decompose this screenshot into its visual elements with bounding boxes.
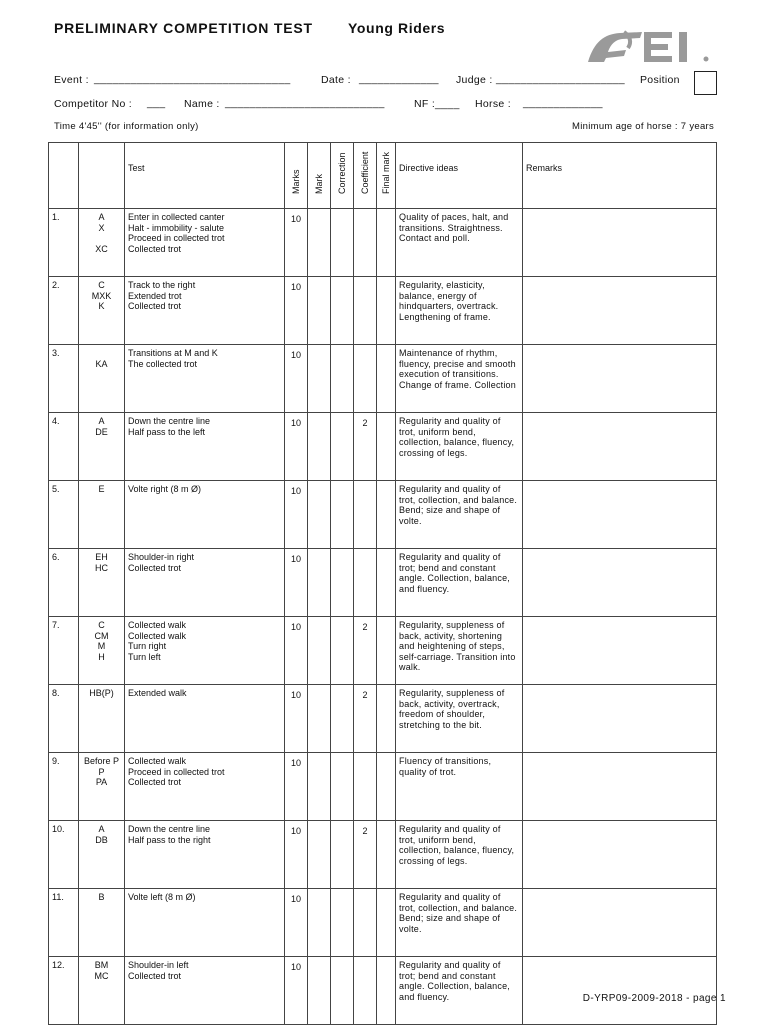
row-letters: A DE	[79, 413, 125, 481]
row-remarks-field[interactable]	[523, 821, 717, 889]
row-remarks-field[interactable]	[523, 617, 717, 685]
row-final-mark-field[interactable]	[377, 209, 396, 277]
table-row	[49, 345, 717, 413]
row-max-marks: 10	[285, 413, 308, 481]
row-mark-field[interactable]	[308, 481, 331, 549]
table-row	[49, 209, 717, 277]
row-remarks-field[interactable]	[523, 413, 717, 481]
row-letters: KA	[79, 345, 125, 413]
page-title: PRELIMINARY COMPETITION TEST	[54, 20, 313, 36]
row-movements: Volte left (8 m Ø)	[125, 889, 285, 957]
row-directive: Regularity and quality of trot, collection, and balance. Bend; size and shape of volte.	[396, 889, 523, 957]
row-directive: Regularity and quality of trot, uniform bend, collection, balance, fluency, crossing of legs.	[396, 821, 523, 889]
row-letters: B	[79, 889, 125, 957]
event-field[interactable]: ________________________________	[94, 73, 291, 85]
row-mark-field[interactable]	[308, 209, 331, 277]
judge-field[interactable]: _____________________	[496, 73, 625, 85]
nf-field[interactable]: NF :____	[414, 98, 460, 110]
row-movements: Collected walk Proceed in collected trot Collected trot	[125, 753, 285, 821]
judge-label: Judge :	[456, 74, 493, 86]
row-coefficient	[354, 345, 377, 413]
final-mark-header: Final mark	[381, 152, 391, 195]
row-coefficient	[354, 209, 377, 277]
row-correction-field[interactable]	[331, 957, 354, 1025]
table-header-row	[49, 143, 717, 209]
row-letters: A X XC	[79, 209, 125, 277]
row-number: 2.	[49, 277, 79, 345]
row-final-mark-field[interactable]	[377, 889, 396, 957]
row-correction-field[interactable]	[331, 481, 354, 549]
row-mark-field[interactable]	[308, 549, 331, 617]
row-number: 7.	[49, 617, 79, 685]
table-row	[49, 957, 717, 1025]
row-mark-field[interactable]	[308, 277, 331, 345]
row-directive: Regularity, suppleness of back, activity, shortening and heightening of steps, self-carriage. Transition into walk.	[396, 617, 523, 685]
row-coefficient	[354, 889, 377, 957]
row-movements: Extended walk	[125, 685, 285, 753]
row-correction-field[interactable]	[331, 821, 354, 889]
row-max-marks: 10	[285, 209, 308, 277]
row-correction-field[interactable]	[331, 277, 354, 345]
competitor-field[interactable]: ___	[147, 97, 166, 109]
row-correction-field[interactable]	[331, 753, 354, 821]
row-directive: Regularity, suppleness of back, activity, overtrack, freedom of shoulder, stretching to the bit.	[396, 685, 523, 753]
row-directive: Maintenance of rhythm, fluency, precise and smooth execution of transitions. Change of frame. Collection	[396, 345, 523, 413]
row-directive: Quality of paces, halt, and transitions. Straightness. Contact and poll.	[396, 209, 523, 277]
horse-field[interactable]: _____________	[523, 97, 603, 109]
table-row	[49, 753, 717, 821]
row-remarks-field[interactable]	[523, 753, 717, 821]
name-field[interactable]: __________________________	[225, 97, 385, 109]
row-directive: Regularity and quality of trot; bend and constant angle. Collection, balance, and fluency.	[396, 957, 523, 1025]
row-final-mark-field[interactable]	[377, 481, 396, 549]
test-header: Test	[125, 143, 285, 209]
row-movements: Collected walk Collected walk Turn right Turn left	[125, 617, 285, 685]
directive-header: Directive ideas	[396, 143, 523, 209]
row-remarks-field[interactable]	[523, 685, 717, 753]
row-remarks-field[interactable]	[523, 345, 717, 413]
row-correction-field[interactable]	[331, 209, 354, 277]
remarks-header: Remarks	[523, 143, 717, 209]
mark-header: Mark	[314, 174, 324, 195]
row-mark-field[interactable]	[308, 753, 331, 821]
row-max-marks: 10	[285, 617, 308, 685]
coefficient-header: Coefficient	[360, 152, 370, 195]
row-mark-field[interactable]	[308, 345, 331, 413]
row-mark-field[interactable]	[308, 821, 331, 889]
row-movements: Down the centre line Half pass to the right	[125, 821, 285, 889]
row-correction-field[interactable]	[331, 413, 354, 481]
row-final-mark-field[interactable]	[377, 345, 396, 413]
row-number: 10.	[49, 821, 79, 889]
table-row	[49, 821, 717, 889]
row-mark-field[interactable]	[308, 617, 331, 685]
row-final-mark-field[interactable]	[377, 957, 396, 1025]
row-max-marks: 10	[285, 889, 308, 957]
row-remarks-field[interactable]	[523, 277, 717, 345]
row-coefficient: 2	[354, 413, 377, 481]
time-info: Time 4'45'' (for information only)	[54, 121, 199, 132]
table-row	[49, 277, 717, 345]
row-remarks-field[interactable]	[523, 481, 717, 549]
page-footer: D-YRP09-2009-2018 - page 1	[582, 993, 726, 1004]
horse-label: Horse :	[475, 98, 511, 110]
table-row	[49, 617, 717, 685]
row-movements: Shoulder-in right Collected trot	[125, 549, 285, 617]
row-final-mark-field[interactable]	[377, 413, 396, 481]
row-remarks-field[interactable]	[523, 957, 717, 1025]
row-number: 11.	[49, 889, 79, 957]
row-directive: Regularity and quality of trot, uniform bend, collection, balance, fluency, crossing of legs.	[396, 413, 523, 481]
row-letters: C CM M H	[79, 617, 125, 685]
row-letters: A DB	[79, 821, 125, 889]
row-coefficient	[354, 549, 377, 617]
row-max-marks: 10	[285, 277, 308, 345]
row-movements: Volte right (8 m Ø)	[125, 481, 285, 549]
row-directive: Regularity, elasticity, balance, energy of hindquarters, overtrack. Lengthening of frame.	[396, 277, 523, 345]
row-mark-field[interactable]	[308, 413, 331, 481]
row-letters: EH HC	[79, 549, 125, 617]
position-label: Position	[640, 74, 680, 86]
row-directive: Fluency of transitions, quality of trot.	[396, 753, 523, 821]
row-correction-field[interactable]	[331, 889, 354, 957]
row-movements: Enter in collected canter Halt - immobility - salute Proceed in collected trot Collected trot	[125, 209, 285, 277]
row-number: 5.	[49, 481, 79, 549]
row-number: 8.	[49, 685, 79, 753]
row-movements: Shoulder-in left Collected trot	[125, 957, 285, 1025]
row-number: 9.	[49, 753, 79, 821]
row-number: 3.	[49, 345, 79, 413]
row-directive: Regularity and quality of trot; bend and constant angle. Collection, balance, and fluency.	[396, 549, 523, 617]
row-max-marks: 10	[285, 753, 308, 821]
marks-header: Marks	[291, 169, 301, 195]
row-correction-field[interactable]	[331, 345, 354, 413]
row-max-marks: 10	[285, 685, 308, 753]
row-coefficient	[354, 277, 377, 345]
row-final-mark-field[interactable]	[377, 617, 396, 685]
row-correction-field[interactable]	[331, 685, 354, 753]
row-directive: Regularity and quality of trot, collection, and balance. Bend; size and shape of volte.	[396, 481, 523, 549]
row-letters: BM MC	[79, 957, 125, 1025]
row-remarks-field[interactable]	[523, 889, 717, 957]
row-max-marks: 10	[285, 549, 308, 617]
row-number: 6.	[49, 549, 79, 617]
row-correction-field[interactable]	[331, 617, 354, 685]
row-final-mark-field[interactable]	[377, 821, 396, 889]
row-correction-field[interactable]	[331, 549, 354, 617]
row-letters: HB(P)	[79, 685, 125, 753]
row-final-mark-field[interactable]	[377, 685, 396, 753]
correction-header: Correction	[337, 152, 347, 195]
row-letters: Before P P PA	[79, 753, 125, 821]
table-row	[49, 413, 717, 481]
row-remarks-field[interactable]	[523, 549, 717, 617]
row-coefficient: 2	[354, 617, 377, 685]
row-final-mark-field[interactable]	[377, 549, 396, 617]
competitor-label: Competitor No :	[54, 98, 133, 110]
row-letters: E	[79, 481, 125, 549]
name-label: Name :	[184, 98, 220, 110]
row-coefficient	[354, 957, 377, 1025]
min-age-info: Minimum age of horse : 7 years	[572, 121, 715, 132]
table-row	[49, 889, 717, 957]
row-coefficient: 2	[354, 685, 377, 753]
row-letters: C MXK K	[79, 277, 125, 345]
row-movements: Down the centre line Half pass to the left	[125, 413, 285, 481]
row-max-marks: 10	[285, 481, 308, 549]
row-coefficient	[354, 753, 377, 821]
table-row	[49, 481, 717, 549]
row-mark-field[interactable]	[308, 957, 331, 1025]
row-final-mark-field[interactable]	[377, 277, 396, 345]
row-coefficient: 2	[354, 821, 377, 889]
row-mark-field[interactable]	[308, 889, 331, 957]
row-movements: Transitions at M and K The collected trot	[125, 345, 285, 413]
row-number: 1.	[49, 209, 79, 277]
position-box[interactable]	[694, 71, 717, 95]
row-final-mark-field[interactable]	[377, 753, 396, 821]
row-remarks-field[interactable]	[523, 209, 717, 277]
row-max-marks: 10	[285, 957, 308, 1025]
test-table	[48, 142, 717, 1025]
table-row	[49, 685, 717, 753]
row-number: 12.	[49, 957, 79, 1025]
row-max-marks: 10	[285, 821, 308, 889]
date-field[interactable]: _____________	[359, 73, 439, 85]
row-number: 4.	[49, 413, 79, 481]
table-row	[49, 549, 717, 617]
fei-logo	[584, 26, 716, 66]
row-max-marks: 10	[285, 345, 308, 413]
row-coefficient	[354, 481, 377, 549]
date-label: Date :	[321, 74, 351, 86]
row-mark-field[interactable]	[308, 685, 331, 753]
row-movements: Track to the right Extended trot Collected trot	[125, 277, 285, 345]
event-label: Event :	[54, 74, 89, 86]
page-subtitle: Young Riders	[348, 20, 446, 36]
